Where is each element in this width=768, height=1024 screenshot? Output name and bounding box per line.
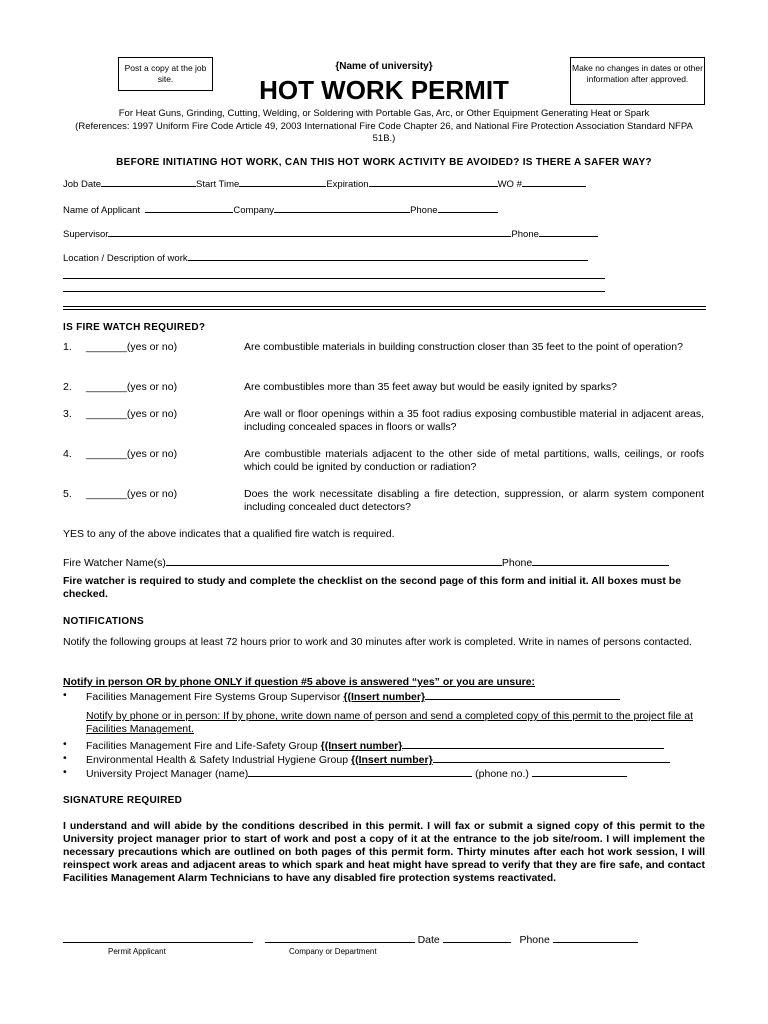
phone-note: Notify by phone or in person: If by phone, write down name of person and send a completed copy of this permit to the project file at Facilities Management. [86,710,694,735]
divider [63,309,706,310]
question-answer-field[interactable]: _______(yes or no) [86,488,178,500]
question-text: Does the work necessitate disabling a fire detection, suppression, or alarm system component including concealed duct detectors? [244,488,704,513]
question-text: Are combustible materials adjacent to the other side of metal partitions, walls, ceilings, or roofs which could be ignited by conduction or radiation? [244,448,704,473]
supervisor-row [63,226,598,241]
location-line-2[interactable] [63,278,605,279]
applicant-field[interactable] [145,202,233,213]
signature-statement: I understand and will abide by the conditions described in this permit. I will fax or submit a signed copy of this permit to the University project manager prior to start of work and post a copy of it at the entrance to the job site/room. I will implement the necessary precautions which are outlined on both pages of this permit form. Thirty minutes after each hot work session, I will reinspect work areas and adjacent areas to which spark and heat might have spread to verify that they are fire safe, and contact Facilities Management Alarm Technicians to have any disabled fire protection systems reactivated. [63,820,705,884]
company-field[interactable] [274,202,410,213]
phone-field[interactable] [438,202,498,213]
expiration-label: Expiration [326,179,369,190]
applicant-label: Name of Applicant [63,205,141,216]
project-manager-name-field[interactable] [248,766,472,777]
company-label: Company [233,205,275,216]
location-line-3[interactable] [63,291,605,292]
notify-item-label: Facilities Management Fire Systems Group Supervisor [86,691,341,703]
signature-phone-field[interactable] [553,932,638,943]
signature-phone-label: Phone [519,934,550,946]
permit-applicant-label: Permit Applicant [108,947,166,956]
question-number: 3. [63,408,72,420]
bullet-icon: • [63,738,67,750]
yes-note: YES to any of the above indicates that a qualified fire watch is required. [63,528,395,540]
question-number: 5. [63,488,72,500]
question-text: Are combustible materials in building construction closer than 35 feet to the point of operation? [244,341,683,353]
notify-rule: Notify in person OR by phone ONLY if question #5 above is answered “yes” or you are unsure: [63,676,536,688]
company-department-label: Company or Department [289,947,377,956]
start-time-label: Start Time [196,179,240,190]
date-label: Date [417,934,440,946]
job-date-field[interactable] [101,176,196,187]
supervisor-phone-label: Phone [511,229,539,240]
question-answer-field[interactable]: _______(yes or no) [86,381,178,393]
university-name: {Name of university} [335,61,433,72]
page-title: HOT WORK PERMIT [259,75,509,105]
notify-item-fire-systems [86,689,620,704]
avoid-question: BEFORE INITIATING HOT WORK, CAN THIS HOT WORK ACTIVITY BE AVOIDED? IS THERE A SAFER WAY? [116,157,652,168]
bullet-icon: • [63,752,67,764]
company-signature-field[interactable] [265,932,415,943]
fire-watch-heading: IS FIRE WATCH REQUIRED? [63,322,206,333]
notifications-heading: NOTIFICATIONS [63,616,144,627]
location-field[interactable] [188,250,588,261]
fire-watcher-phone-field[interactable] [532,555,669,566]
location-row [63,250,588,265]
applicant-signature-field[interactable] [63,932,253,943]
notify-item-label: University Project Manager (name) [86,768,249,780]
question-answer-field[interactable]: _______(yes or no) [86,341,178,353]
question-answer-field[interactable]: _______(yes or no) [86,408,178,420]
notify-item-label: Environmental Health & Safety Industrial Hygiene Group [86,754,349,766]
notify-item-project-manager [86,766,627,781]
question-number: 4. [63,448,72,460]
project-manager-phone-field[interactable] [532,766,627,777]
fire-watcher-field[interactable] [166,555,502,566]
phone-no-label: (phone no.) [475,768,529,780]
applicant-row [63,202,498,217]
bullet-icon: • [63,766,67,778]
ehs-contact-field[interactable] [433,752,670,763]
location-label: Location / Description of work [63,253,188,264]
fire-watcher-phone-label: Phone [501,557,533,569]
fire-systems-contact-field[interactable] [425,689,620,700]
insert-number: {(Insert number} [343,691,426,703]
notifications-intro: Notify the following groups at least 72 hours prior to work and 30 minutes after work is completed. Write in names of persons contacted. [63,636,692,648]
notify-item-life-safety [86,738,664,753]
supervisor-field[interactable] [108,226,511,237]
references: (References: 1997 Uniform Fire Code Article 49, 2003 International Fire Code Chapter 26, and National Fire Protection Association Standard NFPA 51B.) [75,121,693,144]
phone-label: Phone [410,205,438,216]
life-safety-contact-field[interactable] [402,738,664,749]
notify-item-ehs [86,752,670,767]
signature-heading: SIGNATURE REQUIRED [63,795,183,806]
insert-number: {(Insert number} [320,740,403,752]
no-changes-note: Make no changes in dates or other information after approved. [570,57,705,105]
question-text: Are wall or floor openings within a 35 foot radius exposing combustible material in adjacent areas, including concealed spaces in floors or walls? [244,408,704,433]
fire-watcher-row [63,555,669,570]
fire-watcher-label: Fire Watcher Name(s) [63,557,166,569]
wo-field[interactable] [522,176,586,187]
post-copy-note: Post a copy at the job site. [118,57,213,91]
bullet-icon: • [63,689,67,701]
job-date-label: Job Date [63,179,102,190]
supervisor-phone-field[interactable] [539,226,598,237]
supervisor-label: Supervisor [63,229,109,240]
subtitle: For Heat Guns, Grinding, Cutting, Welding, or Soldering with Portable Gas, Arc, or Other Equipment Generating Heat or Spark [118,108,650,119]
insert-number: {(Insert number} [350,754,433,766]
fire-watcher-note: Fire watcher is required to study and complete the checklist on the second page of this form and initial it. All boxes must be checked. [63,575,682,600]
job-info-row [63,176,586,191]
question-text: Are combustibles more than 35 feet away but would be easily ignited by sparks? [244,381,617,393]
question-number: 1. [63,341,72,353]
start-time-field[interactable] [239,176,326,187]
divider [63,306,706,307]
notify-item-label: Facilities Management Fire and Life-Safety Group [86,740,318,752]
wo-label: WO # [497,179,522,190]
question-number: 2. [63,381,72,393]
expiration-field[interactable] [369,176,498,187]
date-field[interactable] [443,932,511,943]
question-answer-field[interactable]: _______(yes or no) [86,448,178,460]
